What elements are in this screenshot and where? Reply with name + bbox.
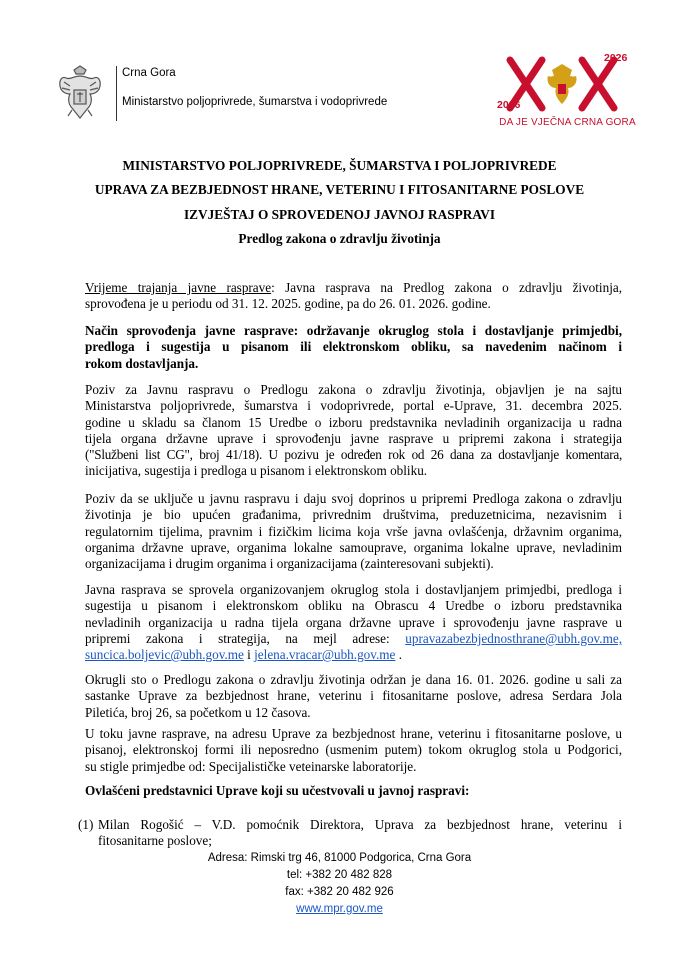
text-line: regulatornim tijelima, pravnim i fizičkim licima koja vrše javna ovlašćenja, državnim organima, xyxy=(85,523,622,539)
text-line: Javna rasprava se sprovela organizovanjem okruglog stola i dostavljanjem primjedbi, predloga i xyxy=(85,582,622,597)
representative-line-2: fitosanitarne poslove; xyxy=(98,833,212,849)
text-line: pripremi zakona i strategija, na mejl adrese: xyxy=(85,630,390,646)
text-line: Okrugli sto o Predlogu zakona o zdravlju životinja održan je dana 16. 01. 2026. godine u sali za xyxy=(85,672,622,687)
comments-paragraph xyxy=(85,726,622,775)
representatives-heading-text: Ovlašćeni predstavnici Uprave koji su učestvovali u javnoj raspravi: xyxy=(85,783,470,798)
title-ministry: MINISTARSTVO POLJOPRIVREDE, ŠUMARSTVA I POLJOPRIVREDE xyxy=(122,158,557,173)
title-law: Predlog zakona o zdravlju životinja xyxy=(238,231,441,246)
email-link-boljevic[interactable]: suncica.boljevic@ubh.gov.me xyxy=(85,647,244,663)
text-line: sugestija u pisanom i elektronskom obliku na Obrascu 4 Uredbe o izboru predstavnika xyxy=(85,598,622,614)
footer-address: Adresa: Rimski trg 46, 81000 Podgorica, Crna Gora xyxy=(207,852,472,864)
text-line: Piletića, broj 26, sa početkom u 12 časova. xyxy=(85,704,311,720)
text-line: nevladinih organizacija u radna tijela organa državne uprave i sprovođenju javne rasprave u xyxy=(85,614,622,630)
representatives-heading xyxy=(85,783,622,799)
text-line: su stigle primjedbe od: Specijalističke veteinarske laboratorije. xyxy=(85,758,417,774)
logo-year-start: 2006 xyxy=(497,99,521,111)
list-number: (1) xyxy=(78,817,94,832)
logo-year-end: 2026 xyxy=(604,52,628,64)
text-line: Poziv da se uključe u javnu raspravu i daju svoj doprinos u pripremi Predloga zakona o zdravlju xyxy=(85,491,622,506)
duration-paragraph xyxy=(85,280,622,313)
footer-fax: fax: +382 20 482 926 xyxy=(285,886,394,898)
duration-text-2: sprovođena je u periodu od 31. 12. 2025. godine, pa do 26. 01. 2026. godine. xyxy=(85,296,491,312)
title-agency: UPRAVA ZA BEZBJEDNOST HRANE, VETERINU I FITOSANITARNE POSLOVE xyxy=(94,182,585,197)
method-line-1: Način sprovođenja javne rasprave: održavanje okruglog stola i dostavljanje primjedbi, xyxy=(85,323,622,338)
method-line-2: predloga i sugestija u pisanom ili elektronskom obliku, sa navedenim načinom i xyxy=(85,339,622,355)
email-link-vracar[interactable]: jelena.vracar@ubh.gov.me xyxy=(254,647,396,663)
representative-line-1: Milan Rogošić – V.D. pomoćnik Direktora, Uprava za bezbjednost hrane, veterinu i xyxy=(98,817,622,832)
text-line: godine u skladu sa članom 15 Uredbe o izboru predstavnika nevladinih organizacija u radna xyxy=(85,414,622,430)
footer-website-link[interactable]: www.mpr.gov.me xyxy=(296,903,383,915)
logo-slogan: DA JE VJEČNA CRNA GORA xyxy=(499,117,636,128)
method-paragraph xyxy=(85,323,622,372)
email-end: . xyxy=(395,647,403,663)
text-line: organima državne uprave, organima lokalne samouprave, organima lokalne uprave, nevladinim xyxy=(85,539,622,555)
duration-text-1: : Javna rasprava na Predlog zakona o zdravlju životinja, xyxy=(271,280,623,295)
header-country: Crna Gora xyxy=(122,67,176,79)
invitation-paragraph xyxy=(85,382,622,480)
text-line: inicijativa, sugestija i predloga u pisanom i elektronskom obliku. xyxy=(85,463,428,479)
email-link-uprava[interactable]: upravazabezbjednosthrane@ubh.gov.me, xyxy=(405,630,622,646)
text-line: Ministarstva poljoprivrede, šumarstva i vodoprivrede, portal e-Uprave, 31. decembra 2025. xyxy=(85,398,622,414)
header-divider xyxy=(116,66,117,121)
text-line: životinja je bio upućen građanima, privrednim društvima, preduzetnicima, nezavisnim i xyxy=(85,507,622,523)
text-line: sastanke Uprave za bezbjednost hrane, veterinu i fitosanitarne poslove, adresa Serdara Jola xyxy=(85,688,622,704)
text-line: U toku javne rasprave, na adresu Uprave za bezbjednost hrane, veterinu i fitosanitarne poslove, u xyxy=(85,726,622,741)
round-table-paragraph xyxy=(85,672,622,721)
header-ministry: Ministarstvo poljoprivrede, šumarstva i vodoprivrede xyxy=(122,96,388,108)
text-line: organizacijama i drugim organima i organizacijama (zainteresovani subjekti). xyxy=(85,556,494,572)
duration-label: Vrijeme trajanja javne rasprave xyxy=(85,280,272,295)
text-line: ("Službeni list CG", broj 41/18). U pozivu je određen rok od 26 dana za dostavljanje komentara, xyxy=(85,447,622,463)
representative-item xyxy=(78,817,622,850)
text-line: pisanoj, elektronskoj formi ili neposredno (usmenim putem) tokom okruglog stola u Podgorici, xyxy=(85,742,622,758)
footer-tel: tel: +382 20 482 828 xyxy=(286,869,393,881)
text-line: Poziv za Javnu raspravu o Predlogu zakona o zdravlju životinja, objavljen je na sajtu xyxy=(85,382,622,397)
title-report: IZVJEŠTAJ O SPROVEDENOJ JAVNOJ RASPRAVI xyxy=(183,207,496,222)
text-line: tijela organa državne uprave i sprovođenju javne rasprave u pripremi zakona i strategija xyxy=(85,430,622,446)
coat-of-arms-icon xyxy=(56,64,104,122)
method-line-3: rokom dostavljanja. xyxy=(85,355,199,371)
email-separator: i xyxy=(243,647,255,663)
participants-paragraph xyxy=(85,491,622,572)
procedure-paragraph xyxy=(85,582,622,663)
